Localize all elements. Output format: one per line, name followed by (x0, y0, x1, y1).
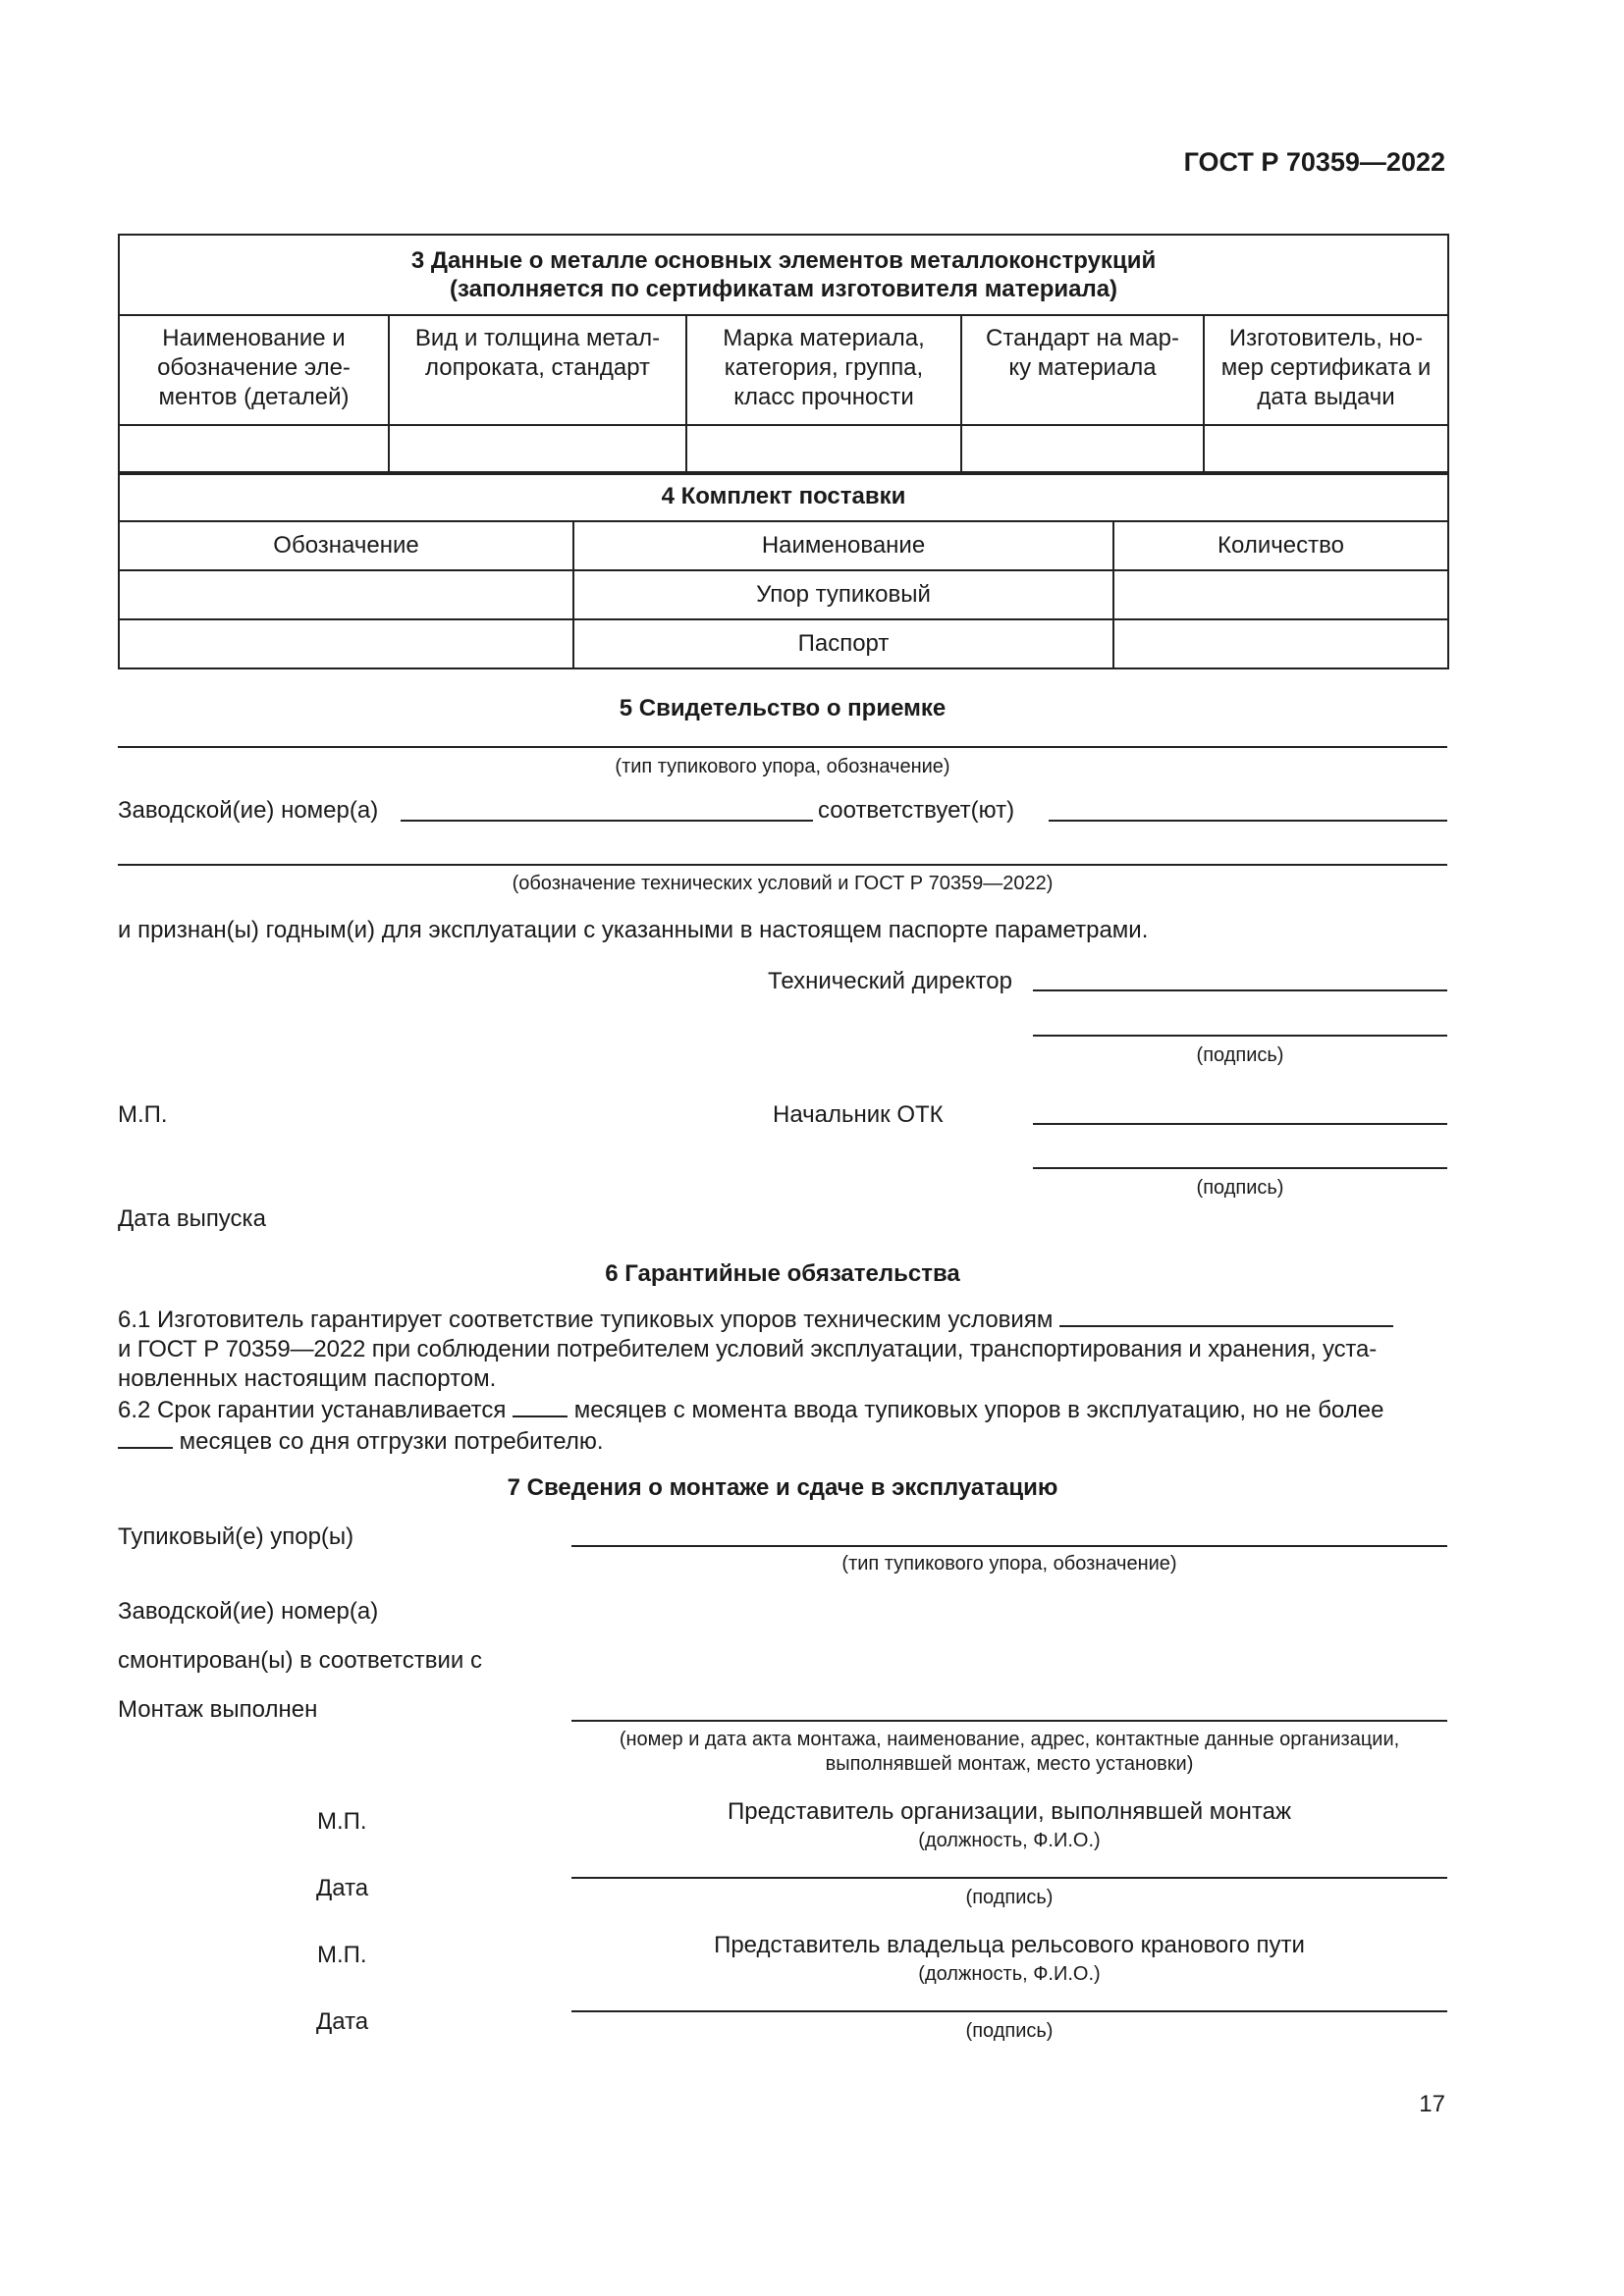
empty-cell[interactable] (1204, 425, 1448, 474)
accepted-text: и признан(ы) годным(и) для эксплуатации с указанными в настоящем паспорте параметрами. (118, 917, 1149, 943)
tu-caption: (обозначение технических условий и ГОСТ Р 70359—2022) (512, 873, 1054, 894)
col-material-standard: Стандарт на мар-ку материала (961, 315, 1204, 425)
document-code: ГОСТ Р 70359—2022 (1183, 147, 1445, 177)
owner-signature-line[interactable] (571, 2010, 1447, 2012)
name-cell: Упор тупиковый (573, 570, 1113, 619)
table-row (119, 619, 1448, 668)
warranty-p1-text: 6.1 Изготовитель гарантирует соответствие тупиковых упоров техническим условиям (118, 1307, 1054, 1333)
col-name: Наименование (573, 521, 1113, 570)
stamp-label: М.П. (317, 1942, 367, 1968)
warranty-p2-text3: месяцев со дня отгрузки потребителю. (179, 1428, 604, 1455)
warranty-p1-line2: и ГОСТ Р 70359—2022 при соблюдении потребителем условий эксплуатации, транспортирования и хранения, уста- (118, 1336, 1378, 1362)
empty-cell[interactable] (389, 425, 686, 474)
stop-type-field-line[interactable] (571, 1545, 1447, 1547)
tech-director-label: Технический директор (768, 968, 1012, 994)
designation-cell[interactable] (119, 619, 573, 668)
stop-label: Тупиковый(е) упор(ы) (118, 1523, 354, 1550)
act-caption-line1: (номер и дата акта монтажа, наименование, адрес, контактные данные организации, (619, 1729, 1400, 1750)
col-element-name: Наименование и обозначение эле-ментов (деталей) (119, 315, 389, 425)
tu-blank[interactable] (1059, 1304, 1393, 1327)
signature-caption: (подпись) (965, 1887, 1054, 1908)
serial-field-line[interactable] (401, 820, 813, 822)
signature-caption: (подпись) (1196, 1177, 1284, 1199)
metal-data-table (118, 234, 1449, 475)
warranty-p1-line3: новленных настоящим паспортом. (118, 1365, 497, 1392)
table-row (119, 570, 1448, 619)
section3-title (119, 235, 1448, 315)
warranty-text (118, 1304, 1447, 1457)
empty-cell[interactable] (119, 425, 389, 474)
section6-title: 6 Гарантийные обязательства (605, 1260, 960, 1287)
col-quantity: Количество (1113, 521, 1448, 570)
date-label: Дата (316, 2008, 369, 2035)
act-caption (571, 1728, 1447, 1777)
stamp-label: М.П. (317, 1808, 367, 1835)
warranty-p1-line1 (118, 1304, 1447, 1335)
complies-field-line[interactable] (1049, 820, 1447, 822)
warranty-months-blank[interactable] (513, 1394, 568, 1417)
section3-title-line2: (заполняется по сертификатам изготовителя материала) (450, 276, 1118, 302)
complies-label: соответствует(ют) (818, 797, 1015, 824)
shipment-months-blank[interactable] (118, 1425, 173, 1449)
quantity-cell[interactable] (1113, 570, 1448, 619)
type-field-line[interactable] (118, 746, 1447, 748)
col-material-grade: Марка материала, категория, группа, класс прочности (686, 315, 961, 425)
warranty-p2-line2 (118, 1425, 1447, 1457)
quantity-cell[interactable] (1113, 619, 1448, 668)
empty-cell[interactable] (961, 425, 1204, 474)
installation-label: Монтаж выполнен (118, 1696, 318, 1723)
warranty-p2-line1 (118, 1394, 1447, 1425)
date-label: Дата (316, 1875, 369, 1901)
otk-label: Начальник ОТК (773, 1101, 944, 1128)
act-caption-line2: выполнявшей монтаж, место установки) (825, 1753, 1194, 1775)
tech-director-signature-line[interactable] (1033, 1035, 1447, 1037)
serial-label: Заводской(ие) номер(а) (118, 797, 379, 824)
serial-label: Заводской(ие) номер(а) (118, 1598, 379, 1625)
installation-field-line[interactable] (571, 1720, 1447, 1722)
otk-signature-line[interactable] (1033, 1167, 1447, 1169)
designation-cell[interactable] (119, 570, 573, 619)
warranty-p2-text2: месяцев с момента ввода тупиковых упоров в эксплуатацию, но не более (573, 1397, 1384, 1423)
position-caption: (должность, Ф.И.О.) (918, 1963, 1101, 1985)
col-manufacturer-cert: Изготовитель, но-мер сертификата и дата выдачи (1204, 315, 1448, 425)
signature-caption: (подпись) (965, 2020, 1054, 2042)
col-rolled-metal: Вид и толщина метал-лопроката, стандарт (389, 315, 686, 425)
section5-title: 5 Свидетельство о приемке (619, 695, 947, 721)
name-cell: Паспорт (573, 619, 1113, 668)
empty-cell[interactable] (686, 425, 961, 474)
installer-signature-line[interactable] (571, 1877, 1447, 1879)
warranty-p2-text1: 6.2 Срок гарантии устанавливается (118, 1397, 507, 1423)
section3-title-line1: 3 Данные о металле основных элементов металлоконструкций (410, 247, 1157, 274)
page-number: 17 (1419, 2091, 1445, 2117)
rep-installer-label: Представитель организации, выполнявшей монтаж (728, 1798, 1291, 1825)
tech-director-field-line[interactable] (1033, 989, 1447, 991)
stamp-label: М.П. (118, 1101, 168, 1128)
signature-caption: (подпись) (1196, 1044, 1284, 1066)
delivery-set-table (118, 471, 1449, 669)
section4-title: 4 Комплект поставки (119, 472, 1448, 521)
tu-field-line[interactable] (118, 864, 1447, 866)
otk-field-line[interactable] (1033, 1123, 1447, 1125)
rep-owner-label: Представитель владельца рельсового кранового пути (714, 1932, 1305, 1958)
type-caption: (тип тупикового упора, обозначение) (615, 756, 950, 777)
mounted-label: смонтирован(ы) в соответствии с (118, 1647, 483, 1674)
stop-type-caption: (тип тупикового упора, обозначение) (841, 1553, 1177, 1575)
col-designation: Обозначение (119, 521, 573, 570)
position-caption: (должность, Ф.И.О.) (918, 1830, 1101, 1851)
release-date-label: Дата выпуска (118, 1205, 266, 1232)
section7-title: 7 Сведения о монтаже и сдаче в эксплуатацию (507, 1474, 1058, 1501)
